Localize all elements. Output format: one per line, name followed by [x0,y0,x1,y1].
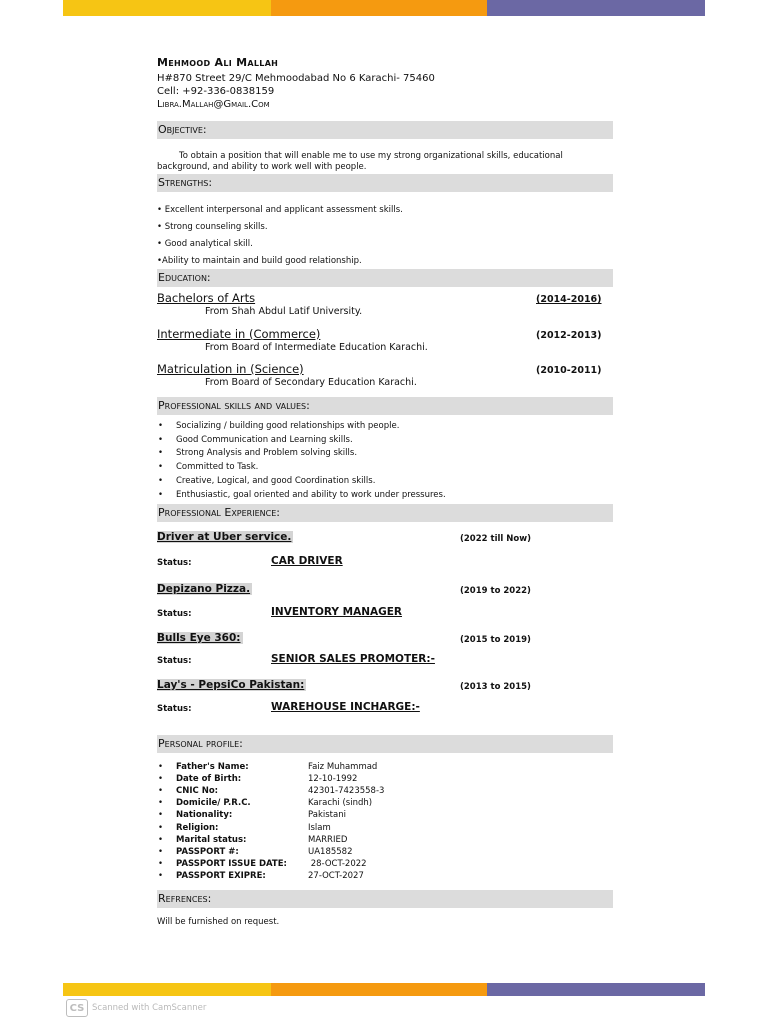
strength-item: • Good analytical skill. [157,239,253,249]
experience-heading: Professional Experience: [157,504,613,522]
profile-row: • Religion: Islam [158,823,331,833]
references-text: Will be furnished on request. [157,917,280,927]
education-institution: From Board of Secondary Education Karachi. [205,377,417,388]
profile-value: Karachi (sindh) [308,798,373,808]
profile-value: Islam [308,823,331,833]
education-title: Matriculation in (Science) [157,362,304,376]
job-status: CAR DRIVER [271,555,343,567]
strength-item: • Strong counseling skills. [157,222,268,232]
profile-label: PASSPORT EXIPRE: [176,871,266,881]
profile-row: • PASSPORT ISSUE DATE: 28-OCT-2022 [158,859,367,869]
job-date: (2013 to 2015) [460,682,531,692]
profile-label: Father's Name: [176,762,249,772]
job-title: Driver at Uber service. [157,531,292,543]
bottom-color-bar [63,983,705,996]
status-label: Status: [157,704,192,714]
strengths-heading: Strengths: [157,174,613,192]
job-date: (2015 to 2019) [460,635,531,645]
skill-item: • Committed to Task. [157,461,617,475]
profile-value: 12-10-1992 [308,774,358,784]
job-status: INVENTORY MANAGER [271,606,403,618]
profile-label: PASSPORT #: [176,847,239,857]
email-address: Libra.Mallah@Gmail.Com [157,99,270,110]
education-date: (2014-2016) [536,294,602,305]
top-color-bar [63,0,705,16]
profile-label: Date of Birth: [176,774,242,784]
cell-phone: Cell: +92-336-0838159 [157,86,275,97]
profile-label: Religion: [176,823,219,833]
bar-segment-orange [271,0,487,16]
skill-item: • Socializing / building good relationships with people. [157,420,617,434]
profile-label: CNIC No: [176,786,219,796]
references-heading: Refrences: [157,890,613,908]
education-date: (2012-2013) [536,330,602,341]
objective-heading: Objective: [157,121,613,139]
address: H#870 Street 29/C Mehmoodabad No 6 Karachi- 75460 [157,73,435,84]
education-date: (2010-2011) [536,365,602,376]
profile-label: Nationality: [176,810,233,820]
bar-segment-orange [271,983,487,996]
skill-item: • Creative, Logical, and good Coordination skills. [157,475,617,489]
bar-segment-purple [487,983,705,996]
profile-label: Marital status: [176,835,247,845]
education-institution: From Board of Intermediate Education Karachi. [205,342,428,353]
profile-row: • PASSPORT #: UA185582 [158,847,353,857]
resume-header [157,56,613,111]
profile-value: 27-OCT-2027 [308,871,364,881]
skill-item: • Good Communication and Learning skills. [157,434,617,448]
profile-heading: Personal profile: [157,735,613,753]
candidate-name: Mehmood Ali Mallah [157,56,279,69]
bar-segment-yellow [63,983,271,996]
skills-heading: Professional skills and values: [157,397,613,415]
status-label: Status: [157,609,192,619]
education-title: Intermediate in (Commerce) [157,327,321,341]
profile-row: • Domicile/ P.R.C. Karachi (sindh) [158,798,373,808]
profile-value: UA185582 [308,847,353,857]
strength-item: •Ability to maintain and build good relationship. [157,256,362,266]
skill-item: • Strong Analysis and Problem solving skills. [157,447,617,461]
skill-item: • Enthusiastic, goal oriented and ability to work under pressures. [157,489,617,503]
objective-text: To obtain a position that will enable me to use my strong organizational skills, educational background, and ability to work well with people. [157,151,563,172]
bar-segment-purple [487,0,705,16]
camscanner-logo-icon: CS [66,999,88,1017]
education-heading: Education: [157,269,613,287]
profile-row: • Date of Birth: 12-10-1992 [158,774,358,784]
profile-row: • Marital status: MARRIED [158,835,348,845]
job-title: Bulls Eye 360: [157,632,241,644]
profile-label: Domicile/ P.R.C. [176,798,251,808]
profile-value: 28-OCT-2022 [308,859,367,869]
job-title: Depizano Pizza. [157,583,251,595]
profile-label: PASSPORT ISSUE DATE: [176,859,287,869]
profile-value: Faiz Muhammad [308,762,378,772]
education-title: Bachelors of Arts [157,291,256,305]
bar-segment-yellow [63,0,271,16]
camscanner-watermark [66,999,206,1017]
job-title: Lay's - PepsiCo Pakistan: [157,679,305,691]
profile-row: • CNIC No: 42301-7423558-3 [158,786,385,796]
profile-row: • Nationality: Pakistani [158,810,346,820]
profile-row: • Father's Name: Faiz Muhammad [158,762,378,772]
job-status: WAREHOUSE INCHARGE:- [271,701,420,713]
status-label: Status: [157,656,192,666]
profile-value: 42301-7423558-3 [308,786,385,796]
job-date: (2019 to 2022) [460,586,531,596]
education-institution: From Shah Abdul Latif University. [205,306,363,317]
profile-row: • PASSPORT EXIPRE: 27-OCT-2027 [158,871,364,881]
profile-value: MARRIED [308,835,348,845]
profile-value: Pakistani [308,810,346,820]
watermark-text: Scanned with CamScanner [92,1003,207,1013]
job-date: (2022 till Now) [460,534,531,544]
job-status: SENIOR SALES PROMOTER:- [271,653,435,665]
strength-item: • Excellent interpersonal and applicant assessment skills. [157,205,403,215]
status-label: Status: [157,558,192,568]
skills-list [157,420,617,502]
